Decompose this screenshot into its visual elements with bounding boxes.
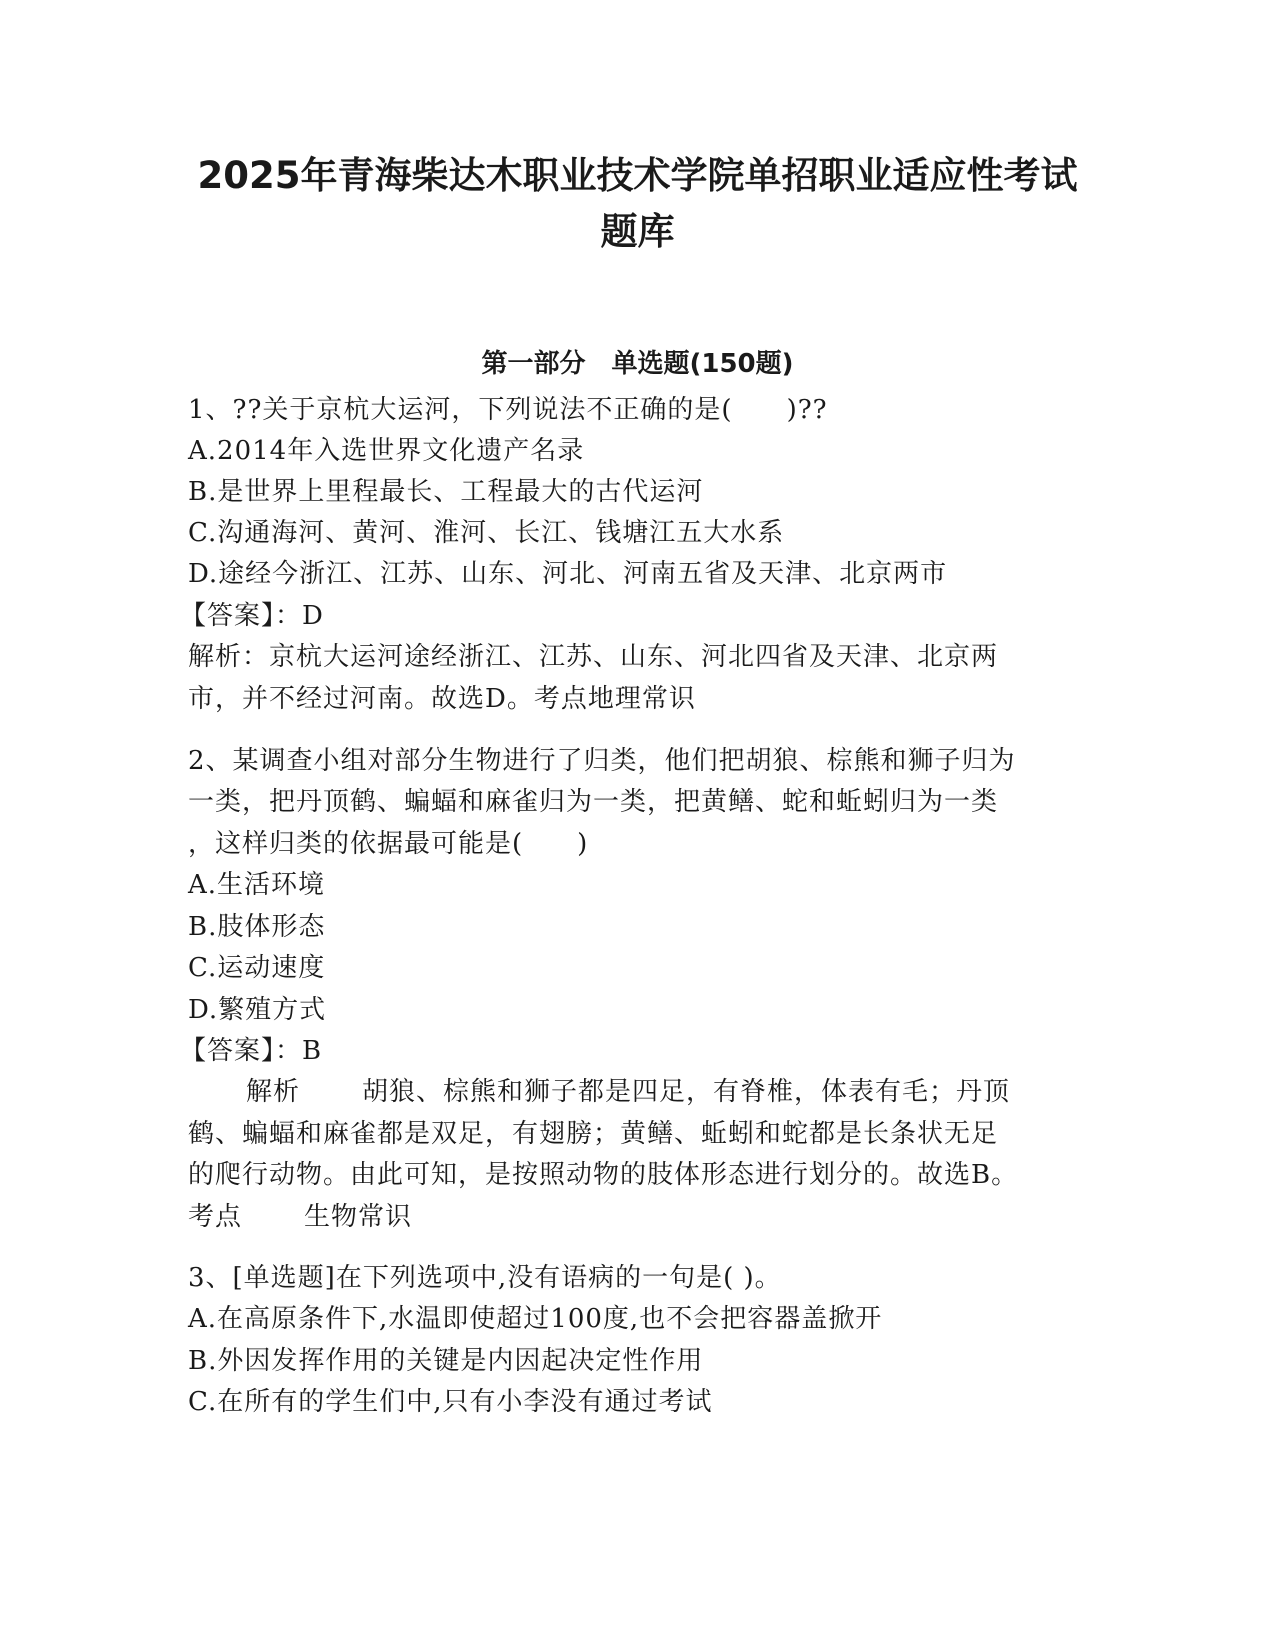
- question-3-option-c: C.在所有的学生们中,只有小李没有通过考试: [188, 1387, 713, 1417]
- question-2-topic-label: 考点: [188, 1202, 243, 1232]
- question-2-analysis-line-2: 鹤、蝙蝠和麻雀都是双足，有翅膀；黄鳝、蚯蚓和蛇都是长条状无足: [188, 1119, 999, 1149]
- question-2-option-a: A.生活环境: [188, 870, 326, 900]
- question-3-option-a: A.在高原条件下,水温即使超过100度,也不会把容器盖掀开: [188, 1304, 883, 1334]
- question-2-stem-line-2: 一类，把丹顶鹤、蝙蝠和麻雀归为一类，把黄鳝、蛇和蚯蚓归为一类: [188, 787, 999, 817]
- question-2-analysis-text-1: 胡狼、棕熊和狮子都是四足，有脊椎，体表有毛；丹顶: [362, 1077, 1011, 1107]
- title-line-2: 题库: [600, 210, 675, 253]
- question-1-stem: 1、??关于京杭大运河，下列说法不正确的是( )??: [188, 395, 828, 425]
- question-1-option-d: D.途经今浙江、江苏、山东、河北、河南五省及天津、北京两市: [188, 559, 948, 589]
- page-title: [150, 148, 1125, 260]
- question-2-option-d: D.繁殖方式: [188, 995, 327, 1025]
- section-heading: 第一部分 单选题(150题): [481, 349, 794, 379]
- question-1-option-b: B.是世界上里程最长、工程最大的古代运河: [188, 477, 704, 507]
- question-2-analysis-label: 解析: [246, 1077, 301, 1107]
- question-1-analysis-line-2: 市，并不经过河南。故选D。考点地理常识: [188, 684, 696, 714]
- question-2-option-c: C.运动速度: [188, 953, 326, 983]
- question-2-option-b: B.肢体形态: [188, 912, 326, 942]
- question-2-topic-line: [188, 1199, 412, 1235]
- question-2-stem-line-1: 2、某调查小组对部分生物进行了归类，他们把胡狼、棕熊和狮子归为: [188, 746, 1016, 776]
- question-3-option-b: B.外因发挥作用的关键是内因起决定性作用: [188, 1346, 704, 1376]
- question-1-answer: 【答案】：D: [180, 601, 324, 631]
- question-2-analysis-line-1: [246, 1074, 1010, 1110]
- question-2-analysis-line-3: 的爬行动物。由此可知，是按照动物的肢体形态进行划分的。故选B。: [188, 1160, 1019, 1190]
- question-2-stem-line-3: ，这样归类的依据最可能是( ): [188, 829, 589, 859]
- question-1-analysis-line-1: 解析：京杭大运河途经浙江、江苏、山东、河北四省及天津、北京两: [188, 642, 999, 672]
- question-2-topic: 生物常识: [304, 1202, 413, 1232]
- title-line-1: 2025年青海柴达木职业技术学院单招职业适应性考试: [197, 154, 1078, 197]
- question-3-stem: 3、[单选题]在下列选项中,没有语病的一句是( )。: [188, 1263, 782, 1293]
- question-1-option-a: A.2014年入选世界文化遗产名录: [188, 436, 585, 466]
- question-2-answer: 【答案】：B: [180, 1036, 323, 1066]
- question-1-option-c: C.沟通海河、黄河、淮河、长江、钱塘江五大水系: [188, 518, 785, 548]
